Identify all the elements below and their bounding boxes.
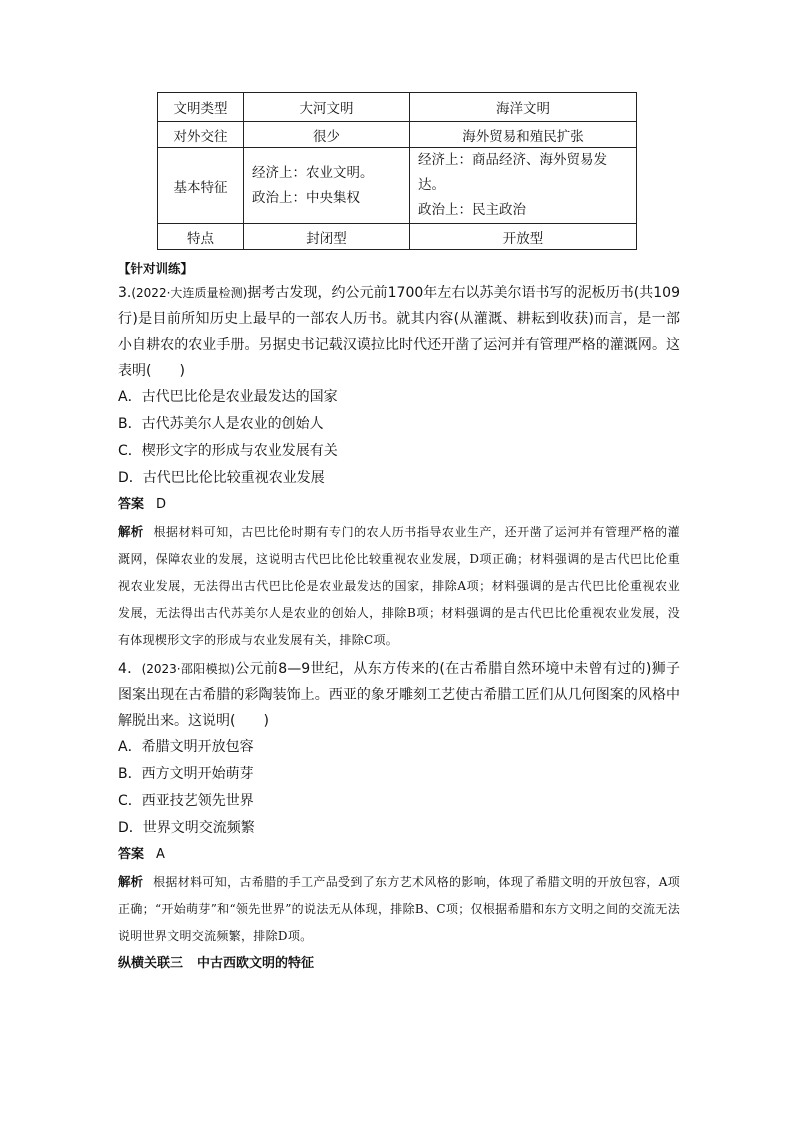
table-cell: 对外交往 [158, 122, 244, 148]
table-cell [410, 148, 637, 224]
question-content [118, 258, 680, 978]
table-cell: 特点 [158, 224, 244, 250]
table-header-cell: 大河文明 [244, 93, 410, 122]
question-text: 据考古发现，约公元前1700年左右以苏美尔语书写的泥板历书(共109行)是目前所知历史上最早的一部农人历书。就其内容(从灌溉、耕耘到收获)而言，是一部小自耕农的农业手册。另据史书记载汉谟拉比时代还开凿了运河并有管理严格的灌溉网。这表明( ) [118, 285, 681, 379]
answer-value: A [156, 847, 165, 862]
question-source: (2022·大连质量检测) [131, 286, 248, 300]
table-cell: 很少 [244, 122, 410, 148]
option-d: D．古代巴比伦比较重视农业发展 [118, 470, 325, 486]
explanation-text: 根据材料可知，古希腊的手工产品受到了东方艺术风格的影响，体现了希腊文明的开放包容，A项正确；“开始萌芽”和“领先世界”的说法无从体现，排除B、C项；仅根据希腊和东方文明之间的交流无法说明世界文明交流频繁，排除D项。 [118, 875, 680, 943]
table-cell [244, 148, 410, 224]
option-b: B．西方文明开始萌芽 [118, 766, 254, 782]
explanation-label: 解析 [118, 524, 144, 539]
question-source: (2023·邵阳模拟) [141, 662, 235, 676]
table-header-row [158, 93, 637, 122]
question-4-stem [118, 656, 680, 734]
cell-line: 政治上：中央集权 [252, 189, 360, 206]
section-heading [118, 950, 680, 978]
table-row [158, 122, 637, 148]
question-3-stem [118, 280, 680, 384]
question-number: 3. [118, 285, 132, 301]
explanation-text: 根据材料可知，古巴比伦时期有专门的农人历书指导农业生产，还开凿了运河并有管理严格的灌溉网，保障农业的发展，这说明古代巴比伦比较重视农业发展，D项正确；材料强调的是古代巴比伦重视农业发展，无法得出古代巴比伦是农业最发达的国家，排除A项；材料强调的是古代巴比伦重视农业发展，无法得出古代苏美尔人是农业的创始人，排除B项；材料强调的是古代巴比伦重视农业发展，没有体现楔形文字的形成与农业发展有关，排除C项。 [118, 525, 680, 647]
option-d: D．世界文明交流频繁 [118, 820, 255, 836]
section-label: 纵横关联三 [118, 956, 184, 971]
cell-line: 政治上：民主政治 [418, 202, 526, 218]
option-a: A．希腊文明开放包容 [118, 739, 254, 755]
answer-label: 答案 [118, 847, 145, 862]
question-text: 公元前8—9世纪，从东方传来的(在古希腊自然环境中未曾有过的)狮子图案出现在古希腊的彩陶装饰上。西亚的象牙雕刻工艺使古希腊工匠们从几何图案的风格中解脱出来。这说明( ) [118, 661, 680, 729]
table-header-cell: 海洋文明 [410, 93, 637, 122]
section-title: 中古西欧文明的特征 [197, 956, 315, 971]
answer-value: D [156, 497, 167, 512]
table-cell: 开放型 [410, 224, 637, 250]
table-header-cell: 文明类型 [158, 93, 244, 122]
table-cell: 海外贸易和殖民扩张 [410, 122, 637, 148]
training-tag: 【针对训练】 [118, 261, 194, 276]
question-number: 4． [118, 661, 142, 677]
answer-line [118, 842, 680, 868]
civilization-comparison-table [157, 92, 637, 250]
cell-line: 经济上：商品经济、海外贸易发达。 [418, 152, 607, 193]
table-row [158, 148, 637, 224]
answer-line [118, 492, 680, 518]
explanation [118, 868, 680, 950]
table-row [158, 224, 637, 250]
table-cell: 基本特征 [158, 148, 244, 224]
option-b: B．古代苏美尔人是农业的创始人 [118, 416, 324, 432]
explanation-label: 解析 [118, 874, 144, 889]
table-cell: 封闭型 [244, 224, 410, 250]
option-a: A．古代巴比伦是农业最发达的国家 [118, 389, 338, 405]
answer-label: 答案 [118, 497, 145, 512]
option-c: C．楔形文字的形成与农业发展有关 [118, 443, 338, 459]
option-c: C．西亚技艺领先世界 [118, 793, 254, 809]
cell-line: 经济上：农业文明。 [252, 164, 374, 181]
explanation [118, 518, 680, 654]
